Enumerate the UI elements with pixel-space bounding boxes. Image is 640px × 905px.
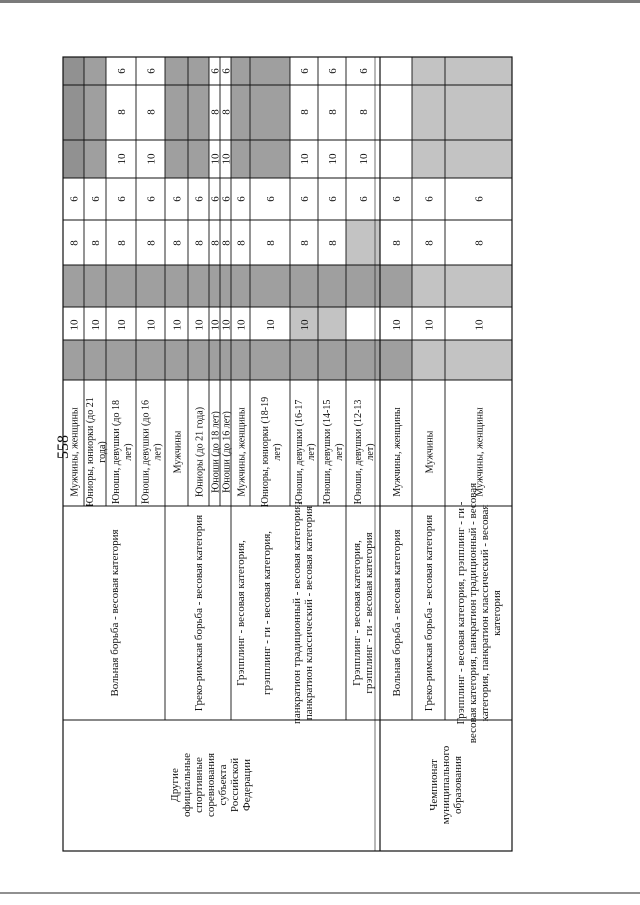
shaded-cell — [84, 85, 106, 140]
score-value — [146, 240, 158, 246]
svg-text:8: 8 — [327, 240, 339, 246]
svg-text:Юноши, девушки (до 18: Юноши, девушки (до 18 — [111, 400, 122, 504]
score-value — [221, 240, 233, 246]
svg-text:8: 8 — [68, 240, 81, 246]
svg-text:Юноши, девушки (14-15: Юноши, девушки (14-15 — [322, 399, 333, 505]
svg-text:6: 6 — [209, 68, 222, 74]
svg-text:Грэпплинг - весовая категория,: Грэпплинг - весовая категория, грэпплинг - ги - — [455, 501, 467, 725]
score-value — [265, 319, 277, 331]
svg-text:10: 10 — [220, 319, 233, 331]
score-value — [116, 68, 128, 74]
score-value — [116, 196, 128, 202]
svg-text:лет): лет) — [123, 443, 134, 461]
age-group-label — [70, 407, 81, 497]
svg-text:Мужчины: Мужчины — [172, 430, 184, 474]
competition-group-label — [169, 753, 253, 817]
svg-text:лет): лет) — [365, 443, 376, 461]
score-value — [116, 240, 128, 246]
score-value — [116, 109, 128, 115]
svg-text:10: 10 — [116, 153, 128, 165]
svg-text:весовая категория, панкратион: весовая категория, панкратион традиционный - весовая — [467, 482, 479, 744]
age-group-label — [141, 400, 164, 504]
score-value — [90, 240, 102, 246]
score-value — [236, 319, 248, 331]
svg-text:Юноши, девушки (16-17: Юноши, девушки (16-17 — [294, 399, 305, 505]
discipline-label — [423, 515, 435, 711]
svg-text:года): года) — [97, 441, 108, 463]
svg-text:8: 8 — [358, 109, 370, 115]
svg-text:10: 10 — [171, 319, 184, 331]
svg-text:10: 10 — [145, 153, 158, 165]
shaded-cell — [250, 57, 290, 85]
discipline-label — [391, 529, 403, 696]
score-value — [90, 196, 102, 202]
svg-text:6: 6 — [116, 68, 128, 74]
svg-text:панкратион классический - весо: панкратион классический - весовая категория — [303, 505, 315, 721]
age-group-label — [222, 411, 233, 493]
shaded-cell — [84, 57, 106, 85]
discipline-label — [291, 502, 315, 724]
score-value — [299, 319, 311, 331]
svg-text:8: 8 — [193, 240, 206, 246]
svg-text:10: 10 — [90, 319, 102, 331]
age-group-label — [211, 411, 222, 493]
svg-text:Вольная борьба - весовая катег: Вольная борьба - весовая категория — [391, 529, 403, 697]
score-value — [474, 240, 486, 246]
svg-text:10: 10 — [145, 319, 158, 331]
score-value — [474, 196, 486, 202]
score-value — [146, 68, 158, 74]
svg-text:6: 6 — [327, 68, 339, 74]
svg-text:10: 10 — [391, 319, 403, 331]
score-value — [172, 196, 184, 202]
svg-text:6: 6 — [391, 196, 403, 202]
svg-text:8: 8 — [209, 109, 222, 115]
svg-text:8: 8 — [209, 240, 222, 246]
svg-text:8: 8 — [220, 240, 233, 246]
age-group-label — [392, 407, 403, 497]
score-value — [327, 153, 339, 165]
discipline-label — [455, 483, 503, 743]
svg-text:грэпплинг - ги - весовая катег: грэпплинг - ги - весовая категория — [363, 532, 375, 694]
svg-text:официальные: официальные — [181, 753, 193, 817]
svg-text:6: 6 — [145, 196, 158, 202]
score-value — [146, 109, 158, 115]
discipline-label — [235, 540, 247, 686]
score-value — [327, 196, 339, 202]
svg-text:10: 10 — [209, 153, 222, 165]
svg-text:Мужчины: Мужчины — [424, 430, 436, 474]
svg-text:соревнования: соревнования — [205, 752, 217, 818]
score-value — [146, 319, 158, 331]
svg-text:Юниоры (до 21 года): Юниоры (до 21 года) — [194, 406, 206, 498]
svg-text:Юноши (до 16 лет): Юноши (до 16 лет) — [221, 411, 233, 493]
svg-text:6: 6 — [116, 196, 128, 202]
svg-text:Мужчины, женщины: Мужчины, женщины — [474, 407, 486, 497]
score-value — [194, 240, 206, 246]
svg-text:8: 8 — [423, 240, 436, 246]
score-value — [236, 196, 248, 202]
score-value — [358, 196, 370, 202]
svg-text:Греко-римская борьба - весовая: Греко-римская борьба - весовая категория — [193, 514, 205, 712]
score-value — [69, 319, 81, 331]
svg-text:6: 6 — [145, 68, 158, 74]
age-group-label — [260, 397, 283, 507]
svg-text:10: 10 — [235, 319, 248, 331]
svg-text:10: 10 — [265, 319, 277, 331]
svg-text:Грэпплинг - весовая категория,: Грэпплинг - весовая категория, — [235, 540, 247, 686]
svg-text:Греко-римская борьба - весовая: Греко-римская борьба - весовая категория — [423, 514, 435, 712]
score-value — [391, 319, 403, 331]
svg-text:грэпплинг - ги - весовая катег: грэпплинг - ги - весовая категория, — [261, 530, 273, 696]
svg-text:6: 6 — [209, 196, 222, 202]
score-value — [391, 240, 403, 246]
svg-text:6: 6 — [220, 196, 233, 202]
score-value — [265, 196, 277, 202]
svg-text:8: 8 — [116, 109, 128, 115]
svg-text:10: 10 — [209, 319, 222, 331]
score-value — [194, 319, 206, 331]
shaded-cell — [188, 85, 209, 140]
svg-text:6: 6 — [193, 196, 206, 202]
age-group-label — [353, 400, 376, 505]
svg-text:Юниоры, юниорки (18-19: Юниоры, юниорки (18-19 — [260, 396, 271, 508]
score-value — [299, 196, 311, 202]
age-group-label — [425, 430, 436, 473]
svg-text:6: 6 — [327, 196, 339, 202]
svg-text:лет): лет) — [306, 443, 317, 461]
discipline-label — [261, 531, 273, 695]
svg-text:8: 8 — [235, 240, 248, 246]
svg-text:спортивные: спортивные — [193, 757, 205, 813]
score-value — [146, 196, 158, 202]
svg-text:образования: образования — [452, 755, 464, 815]
score-value — [299, 153, 311, 165]
discipline-label — [351, 532, 375, 693]
age-group-label — [237, 407, 248, 497]
svg-text:6: 6 — [358, 196, 370, 202]
score-value — [90, 319, 102, 331]
svg-text:категория: категория — [491, 590, 503, 636]
shaded-cell — [84, 140, 106, 178]
score-value — [299, 68, 311, 74]
age-group-label — [111, 400, 134, 504]
shaded-cell — [188, 140, 209, 178]
shaded-cell — [63, 265, 412, 307]
score-value — [146, 153, 158, 165]
score-value — [221, 153, 233, 165]
svg-text:10: 10 — [193, 319, 206, 331]
svg-text:Чемпионат: Чемпионат — [428, 759, 440, 811]
page-number: 558 — [55, 435, 72, 459]
svg-text:Вольная борьба - весовая катег: Вольная борьба - весовая категория — [109, 529, 121, 697]
shaded-cell — [165, 85, 188, 140]
svg-text:6: 6 — [171, 196, 184, 202]
svg-text:10: 10 — [116, 319, 128, 331]
score-value — [327, 240, 339, 246]
score-value — [327, 68, 339, 74]
svg-text:6: 6 — [299, 68, 311, 74]
svg-text:10: 10 — [299, 319, 311, 331]
svg-text:10: 10 — [220, 153, 233, 165]
svg-text:6: 6 — [90, 196, 102, 202]
svg-text:субъекта: субъекта — [217, 764, 229, 806]
svg-text:Грэпплинг - весовая категория,: Грэпплинг - весовая категория, — [351, 540, 363, 686]
age-group-label — [294, 400, 317, 505]
shaded-cell — [165, 57, 188, 85]
svg-text:лет): лет) — [334, 443, 345, 461]
age-group-label — [173, 430, 184, 473]
score-value — [424, 319, 436, 331]
score-value — [265, 240, 277, 246]
score-value — [236, 240, 248, 246]
svg-text:8: 8 — [473, 240, 486, 246]
score-value — [69, 196, 81, 202]
shaded-cell — [188, 57, 209, 85]
svg-text:8: 8 — [391, 240, 403, 246]
score-value — [116, 153, 128, 165]
discipline-label — [193, 515, 205, 711]
score-value — [194, 196, 206, 202]
score-value — [299, 240, 311, 246]
svg-text:8: 8 — [145, 109, 158, 115]
svg-text:Мужчины, женщины: Мужчины, женщины — [236, 407, 248, 497]
svg-text:панкратион традиционный - весо: панкратион традиционный - весовая категория, — [291, 501, 303, 725]
shaded-cell — [412, 340, 512, 380]
svg-text:категория, панкратион классиче: категория, панкратион классический - весовая — [479, 504, 491, 722]
svg-text:10: 10 — [423, 319, 436, 331]
svg-text:Юноши (до 18 лет): Юноши (до 18 лет) — [210, 411, 222, 493]
age-group-label — [195, 407, 206, 497]
svg-text:8: 8 — [171, 240, 184, 246]
score-value — [221, 196, 233, 202]
svg-text:6: 6 — [299, 196, 311, 202]
score-value — [391, 196, 403, 202]
svg-text:10: 10 — [68, 319, 81, 331]
score-value — [221, 109, 233, 115]
score-value — [172, 240, 184, 246]
shaded-cell — [231, 85, 250, 140]
score-value — [221, 68, 233, 74]
svg-text:8: 8 — [90, 240, 102, 246]
svg-text:6: 6 — [220, 68, 233, 74]
score-value — [172, 319, 184, 331]
score-value — [424, 196, 436, 202]
shaded-cell — [63, 340, 412, 380]
svg-text:Юноши, девушки (12-13: Юноши, девушки (12-13 — [353, 399, 364, 505]
shaded-cell — [63, 57, 84, 178]
svg-text:Мужчины, женщины: Мужчины, женщины — [392, 407, 403, 497]
svg-text:6: 6 — [358, 68, 370, 74]
shaded-cell — [165, 140, 188, 178]
svg-text:муниципального: муниципального — [440, 745, 452, 825]
shaded-cell — [412, 57, 512, 178]
score-value — [474, 319, 486, 331]
svg-text:8: 8 — [220, 109, 233, 115]
svg-text:Мужчины, женщины: Мужчины, женщины — [69, 407, 81, 497]
score-value — [69, 240, 81, 246]
svg-text:8: 8 — [299, 109, 311, 115]
svg-text:8: 8 — [327, 109, 339, 115]
score-value — [358, 153, 370, 165]
svg-text:6: 6 — [265, 196, 277, 202]
svg-text:8: 8 — [116, 240, 128, 246]
score-value — [327, 109, 339, 115]
age-group-label — [322, 400, 345, 505]
score-value — [116, 319, 128, 331]
svg-text:10: 10 — [299, 153, 311, 165]
shaded-cell — [250, 85, 290, 140]
svg-text:6: 6 — [423, 196, 436, 202]
svg-text:Российской: Российской — [229, 757, 241, 813]
competition-group-label — [428, 745, 464, 824]
shaded-cell — [412, 265, 512, 307]
score-value — [299, 109, 311, 115]
svg-text:Юниоры, юниорки (до 21: Юниоры, юниорки (до 21 — [85, 397, 96, 507]
score-value — [221, 319, 233, 331]
svg-text:лет): лет) — [152, 443, 164, 461]
svg-text:лет): лет) — [272, 443, 283, 461]
discipline-label — [109, 529, 121, 696]
shaded-cell — [231, 57, 250, 85]
svg-text:6: 6 — [473, 196, 486, 202]
svg-text:Другие: Другие — [169, 768, 181, 802]
shaded-cell — [231, 140, 250, 178]
svg-text:10: 10 — [358, 153, 370, 165]
score-value — [358, 68, 370, 74]
shaded-cell — [250, 140, 290, 178]
svg-text:8: 8 — [265, 240, 277, 246]
svg-text:10: 10 — [327, 153, 339, 165]
age-group-label — [85, 397, 108, 507]
svg-text:6: 6 — [68, 196, 81, 202]
svg-text:8: 8 — [145, 240, 158, 246]
svg-text:6: 6 — [235, 196, 248, 202]
svg-text:Федерации: Федерации — [241, 759, 253, 811]
svg-text:8: 8 — [299, 240, 311, 246]
svg-text:Юноши, девушки (до 16: Юноши, девушки (до 16 — [140, 400, 152, 504]
svg-text:10: 10 — [473, 319, 486, 331]
score-value — [358, 109, 370, 115]
score-value — [424, 240, 436, 246]
